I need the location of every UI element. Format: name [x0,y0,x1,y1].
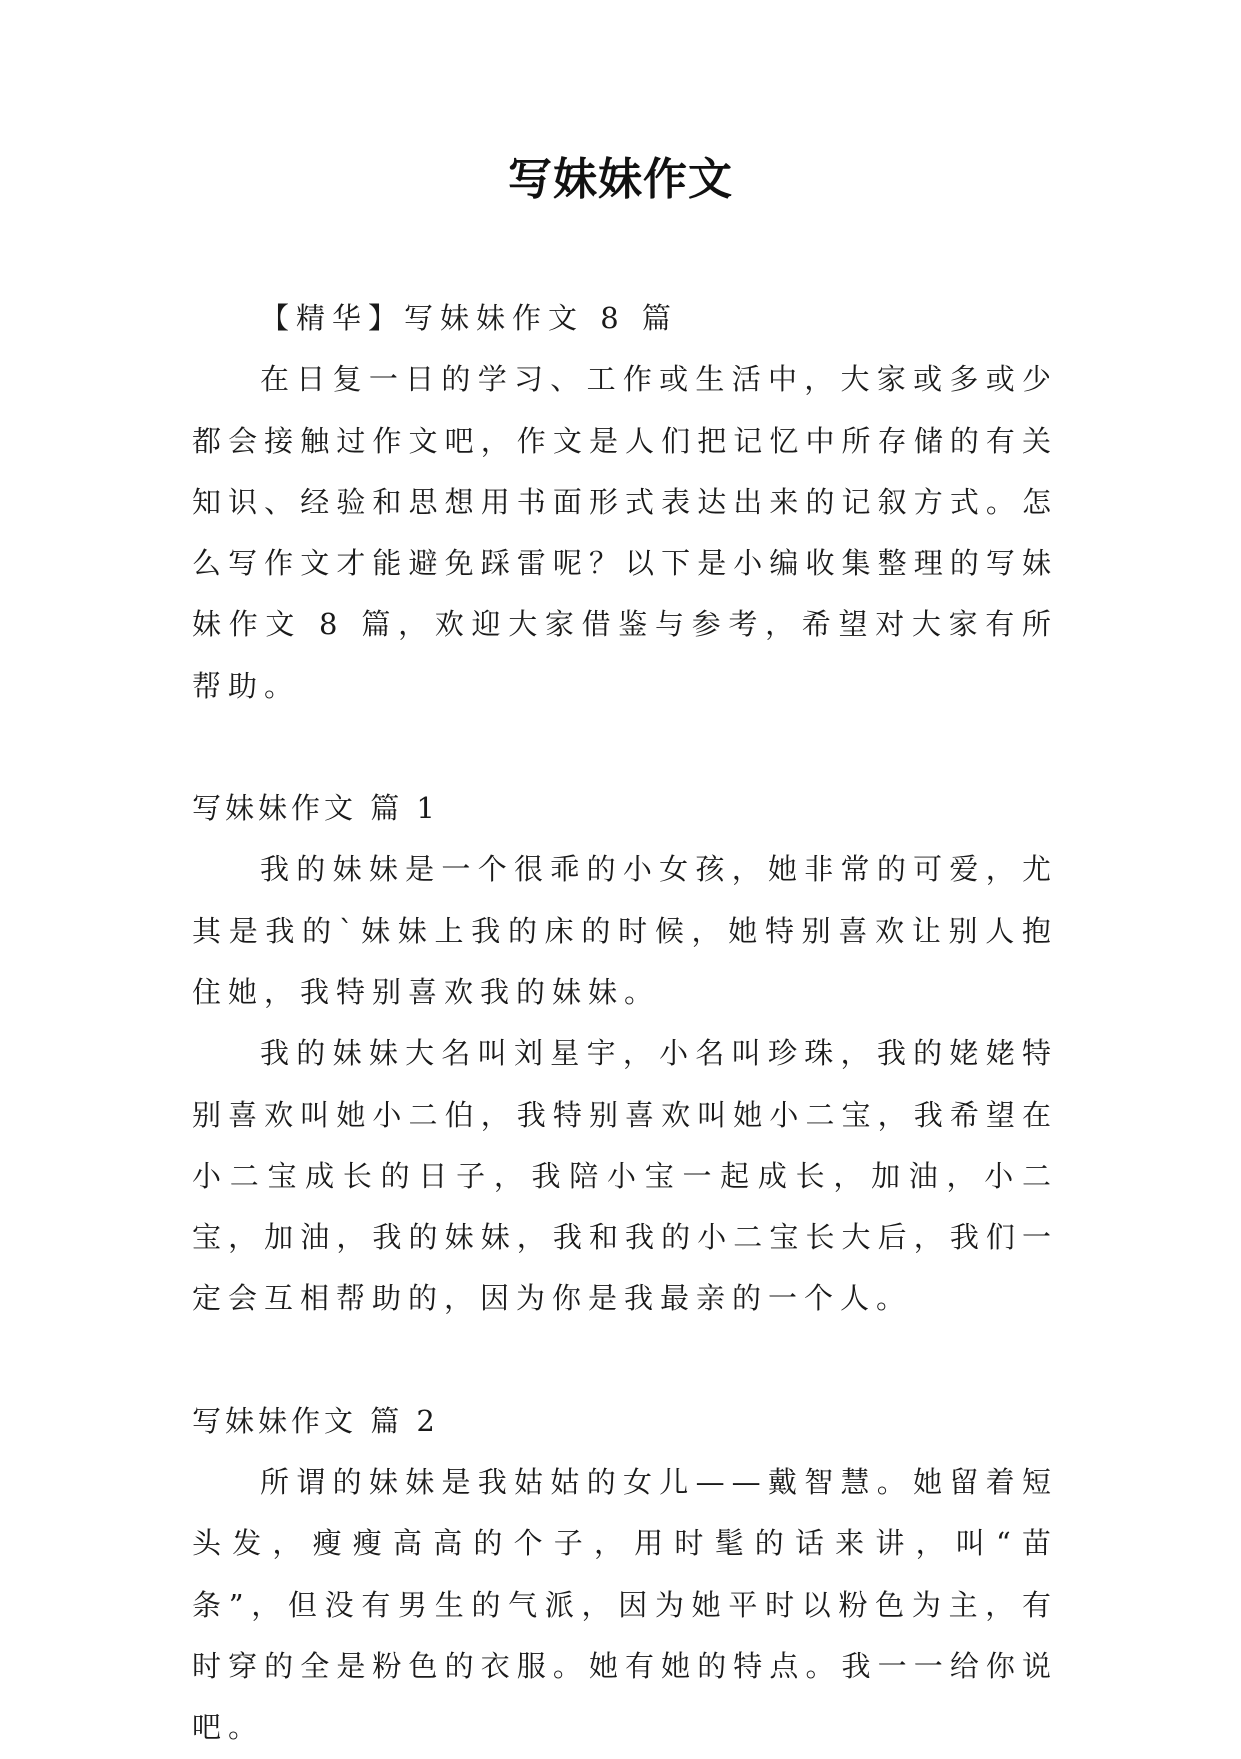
intro-paragraph: 在日复一日的学习、工作或生活中，大家或多或少都会接触过作文吧，作文是人们把记忆中所存储的有关知识、经验和思想用书面形式表达出来的记叙方式。怎么写作文才能避免踩雷呢？以下是小编收集整理的写妹妹作文 8 篇，欢迎大家借鉴与参考，希望对大家有所帮助。 [192,362,1058,703]
section-paragraph: 我的妹妹是一个很乖的小女孩，她非常的可爱，尤其是我的`妹妹上我的床的时候，她特别喜欢让别人抱住她，我特别喜欢我的妹妹。 [192,852,1058,1009]
section-heading: 写妹妹作文 篇 1 [192,791,439,826]
document-title: 写妹妹作文 [508,154,733,205]
section-paragraph: 我的妹妹大名叫刘星宇，小名叫珍珠，我的姥姥特别喜欢叫她小二伯，我特别喜欢叫她小二宝，我希望在小二宝成长的日子，我陪小宝一起成长，加油，小二宝，加油，我的妹妹，我和我的小二宝长大后，我们一定会互相帮助的，因为你是我最亲的一个人。 [192,1036,1058,1316]
section-paragraph: 所谓的妹妹是我姑姑的女儿——戴智慧。她留着短头发，瘦瘦高高的个子，用时髦的话来讲，叫“苗条”，但没有男生的气派，因为她平时以粉色为主，有时穿的全是粉色的衣服。她有她的特点。我一一给你说吧。 [192,1465,1058,1745]
section-heading: 写妹妹作文 篇 2 [192,1403,439,1438]
section-spacer [192,717,1058,778]
document-body [192,288,1058,1759]
section-spacer [192,1330,1058,1391]
intro-heading: 【精华】写妹妹作文 8 篇 [260,301,678,335]
